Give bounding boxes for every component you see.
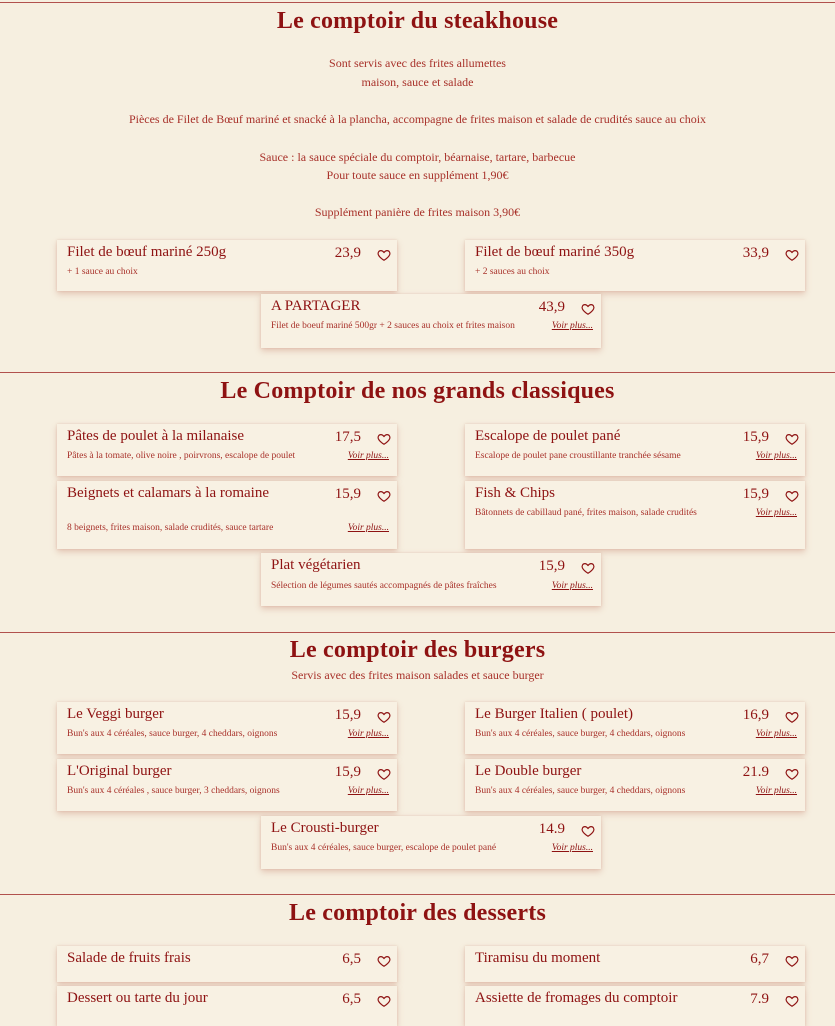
item-price: 15,9 [742,429,769,445]
item-price: 33,9 [742,245,769,261]
steakhouse-intro-line3: Pièces de Filet de Bœuf mariné et snacké à la plancha, accompagne de frites maison et salade de crudités sauce au choix [128,112,707,126]
menu-item-card[interactable] [57,481,397,549]
item-name: Dessert ou tarte du jour [67,990,208,1006]
heart-icon[interactable] [785,767,799,781]
menu-item-card[interactable] [465,986,805,1026]
item-name: Beignets et calamars à la romaine [67,485,269,501]
item-name: Le Veggi burger [67,706,164,722]
item-description: Bâtonnets de cabillaud pané, frites maison, salade crudités [475,508,697,518]
item-description: Bun's aux 4 céréales , sauce burger, 3 cheddars, oignons [67,786,280,796]
heart-icon[interactable] [785,954,799,968]
item-price: 6,7 [750,951,769,967]
see-more-link[interactable]: Voir plus... [347,451,389,461]
item-name: Assiette de fromages du comptoir [475,990,678,1006]
see-more-link[interactable]: Voir plus... [551,843,593,853]
heart-icon[interactable] [785,994,799,1008]
heart-icon[interactable] [785,710,799,724]
heart-icon[interactable] [785,489,799,503]
heart-icon[interactable] [785,432,799,446]
see-more-link[interactable]: Voir plus... [551,321,593,331]
item-name: Le Crousti-burger [271,820,379,836]
menu-item-card[interactable] [57,759,397,811]
section-title-classiques: Le Comptoir de nos grands classiques [220,378,615,404]
item-name: Le Burger Italien ( poulet) [475,706,633,722]
see-more-link[interactable]: Voir plus... [755,451,797,461]
see-more-link[interactable]: Voir plus... [551,581,593,591]
heart-icon[interactable] [377,767,391,781]
menu-item-card[interactable] [57,240,397,291]
heart-icon[interactable] [581,824,595,838]
menu-item-card[interactable] [465,702,805,754]
item-price: 23,9 [334,245,361,261]
heart-icon[interactable] [377,432,391,446]
item-price: 15,9 [334,764,361,780]
section-divider [0,372,835,373]
item-price: 6,5 [342,991,361,1007]
item-name: Filet de bœuf mariné 350g [475,244,635,260]
item-description: Sélection de légumes sautés accompagnés de pâtes fraîches [271,581,497,591]
menu-item-card[interactable] [465,946,805,982]
section-divider [0,894,835,895]
item-description: + 2 sauces au choix [475,267,550,277]
item-name: Tiramisu du moment [475,950,601,966]
item-price: 7.9 [750,991,769,1007]
item-description: Filet de boeuf mariné 500gr + 2 sauces au choix et frites maison [271,321,515,331]
see-more-link[interactable]: Voir plus... [755,508,797,518]
item-description: Pâtes à la tomate, olive noire , poirvrons, escalope de poulet [67,451,296,461]
item-name: Plat végétarien [271,557,361,573]
menu-item-card[interactable] [261,553,601,606]
menu-item-card[interactable] [465,424,805,476]
item-name: L'Original burger [67,763,172,779]
steakhouse-fries-extra: Supplément panière de frites maison 3,90€ [314,205,521,219]
item-name: Filet de bœuf mariné 250g [67,244,227,260]
menu-item-card[interactable] [57,986,397,1026]
steakhouse-intro-line2: maison, sauce et salade [361,75,474,89]
item-name: Fish & Chips [475,485,556,501]
item-price: 14.9 [538,821,565,837]
menu-item-card[interactable] [57,946,397,982]
item-name: Salade de fruits frais [67,950,191,966]
steakhouse-intro-line1: Sont servis avec des frites allumettes [329,56,506,70]
item-description: Bun's aux 4 céréales, sauce burger, 4 cheddars, oignons [67,729,278,739]
heart-icon[interactable] [377,489,391,503]
menu-item-card[interactable] [261,294,601,348]
item-name: Le Double burger [475,763,582,779]
item-name: Pâtes de poulet à la milanaise [67,428,245,444]
heart-icon[interactable] [377,954,391,968]
steakhouse-sauce-line: Sauce : la sauce spéciale du comptoir, béarnaise, tartare, barbecue [259,150,576,164]
menu-item-card[interactable] [465,481,805,549]
steakhouse-sauce-extra: Pour toute sauce en supplément 1,90€ [326,168,509,182]
heart-icon[interactable] [377,710,391,724]
item-description: 8 beignets, frites maison, salade crudités, sauce tartare [67,523,274,533]
top-divider [0,2,835,3]
item-price: 15,9 [334,486,361,502]
item-price: 21.9 [742,764,769,780]
see-more-link[interactable]: Voir plus... [347,523,389,533]
heart-icon[interactable] [581,561,595,575]
section-title-desserts: Le comptoir des desserts [289,900,546,926]
item-description: Bun's aux 4 céréales, sauce burger, escalope de poulet pané [271,843,497,853]
item-description: Escalope de poulet pane croustillante tranchée sésame [475,451,681,461]
item-price: 43,9 [538,299,565,315]
see-more-link[interactable]: Voir plus... [347,729,389,739]
see-more-link[interactable]: Voir plus... [347,786,389,796]
item-price: 15,9 [334,707,361,723]
menu-item-card[interactable] [465,240,805,291]
item-name: Escalope de poulet pané [475,428,621,444]
heart-icon[interactable] [581,302,595,316]
burgers-subtitle: Servis avec des frites maison salades et sauce burger [291,668,544,682]
item-description: Bun's aux 4 céréales, sauce burger, 4 cheddars, oignons [475,786,686,796]
menu-item-card[interactable] [465,759,805,811]
item-price: 16,9 [742,707,769,723]
section-divider [0,632,835,633]
heart-icon[interactable] [377,248,391,262]
item-price: 15,9 [538,558,565,574]
see-more-link[interactable]: Voir plus... [755,729,797,739]
item-description: + 1 sauce au choix [67,267,138,277]
item-price: 15,9 [742,486,769,502]
menu-item-card[interactable] [261,816,601,869]
item-price: 17,5 [334,429,361,445]
menu-item-card[interactable] [57,702,397,754]
item-description: Bun's aux 4 céréales, sauce burger, 4 cheddars, oignons [475,729,686,739]
heart-icon[interactable] [785,248,799,262]
section-title-steakhouse: Le comptoir du steakhouse [276,8,559,34]
section-title-burgers: Le comptoir des burgers [289,637,546,663]
see-more-link[interactable]: Voir plus... [755,786,797,796]
heart-icon[interactable] [377,994,391,1008]
item-price: 6,5 [342,951,361,967]
item-name: A PARTAGER [271,298,361,314]
menu-item-card[interactable] [57,424,397,476]
